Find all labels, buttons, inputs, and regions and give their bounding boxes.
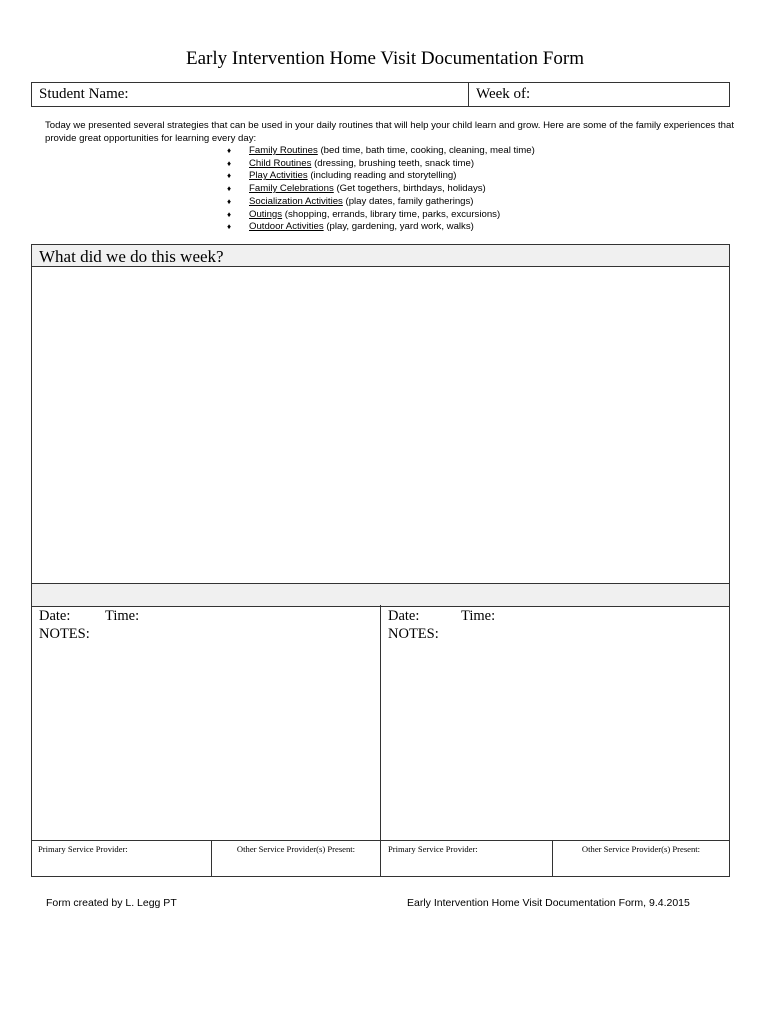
primary-provider-field-right[interactable]	[381, 841, 553, 876]
strategy-name: Play Activities	[249, 170, 308, 182]
intro-paragraph	[45, 120, 735, 145]
strategy-item	[227, 145, 535, 158]
strategy-item	[227, 158, 535, 171]
page-title: Early Intervention Home Visit Documentation Form	[186, 48, 584, 69]
student-name-field[interactable]	[32, 83, 469, 106]
notes-label: NOTES:	[388, 626, 439, 642]
other-provider-field-right[interactable]	[553, 841, 729, 876]
diamond-bullet-icon: ♦	[227, 184, 232, 194]
strategy-detail: (play dates, family gatherings)	[342, 195, 474, 207]
other-provider-field-left[interactable]	[212, 841, 381, 876]
footer-credit: Form created by L. Legg PT	[46, 897, 177, 909]
diamond-bullet-icon: ♦	[227, 196, 232, 206]
other-provider-label: Other Service Provider(s) Present:	[236, 844, 356, 854]
strategy-detail: (Get togethers, birthdays, holidays)	[333, 183, 486, 195]
date-label: Date:	[388, 608, 420, 624]
primary-provider-field-left[interactable]	[32, 841, 212, 876]
time-label: Time:	[105, 608, 140, 624]
strategy-item	[227, 196, 535, 209]
date-label: Date:	[39, 608, 71, 624]
notes-column-left[interactable]	[32, 605, 381, 840]
strategy-name: Family Celebrations	[249, 183, 334, 195]
strategy-name: Outings	[249, 208, 283, 220]
strategy-name: Socialization Activities	[249, 195, 343, 207]
week-of-field[interactable]	[469, 83, 729, 106]
notes-section	[31, 605, 730, 841]
providers-row	[31, 840, 730, 877]
notes-label: NOTES:	[39, 626, 90, 642]
diamond-bullet-icon: ♦	[227, 209, 232, 219]
diamond-bullet-icon: ♦	[227, 146, 232, 155]
footer-form-id: Early Intervention Home Visit Documentation Form, 9.4.2015	[407, 897, 690, 909]
diamond-bullet-icon: ♦	[227, 158, 232, 168]
other-provider-label: Other Service Provider(s) Present:	[581, 844, 701, 854]
diamond-bullet-icon: ♦	[227, 222, 232, 232]
activity-text-area[interactable]	[32, 267, 729, 583]
primary-provider-label: Primary Service Provider:	[38, 844, 128, 854]
time-label: Time:	[461, 608, 496, 624]
strategy-item	[227, 170, 535, 183]
week-of-label: Week of:	[476, 86, 531, 102]
diamond-bullet-icon: ♦	[227, 171, 232, 181]
strategy-name: Family Routines	[249, 145, 318, 156]
strategy-name: Outdoor Activities	[249, 221, 324, 233]
strategy-detail: (including reading and storytelling)	[307, 170, 457, 182]
activity-section-footer-bar	[32, 583, 729, 606]
strategy-detail: (play, gardening, yard work, walks)	[323, 221, 474, 233]
strategy-item	[227, 183, 535, 196]
strategy-detail: (shopping, errands, library time, parks, excursions)	[282, 208, 501, 220]
student-name-label: Student Name:	[39, 86, 129, 102]
strategy-detail: (bed time, bath time, cooking, cleaning, meal time)	[317, 145, 535, 156]
intro-text: Today we presented several strategies that can be used in your daily routines that will help your child learn and grow. Here are some of the family experiences that provide great opportunities for learning every day:	[45, 120, 734, 144]
strategy-list	[227, 145, 535, 234]
strategy-item	[227, 221, 535, 234]
strategy-name: Child Routines	[249, 157, 312, 169]
activity-section	[31, 244, 730, 607]
primary-provider-label: Primary Service Provider:	[388, 844, 478, 854]
notes-column-right[interactable]	[381, 605, 729, 840]
activity-section-heading: What did we do this week?	[32, 245, 729, 267]
student-info-row	[31, 82, 730, 107]
strategy-item	[227, 209, 535, 222]
strategy-detail: (dressing, brushing teeth, snack time)	[311, 157, 475, 169]
